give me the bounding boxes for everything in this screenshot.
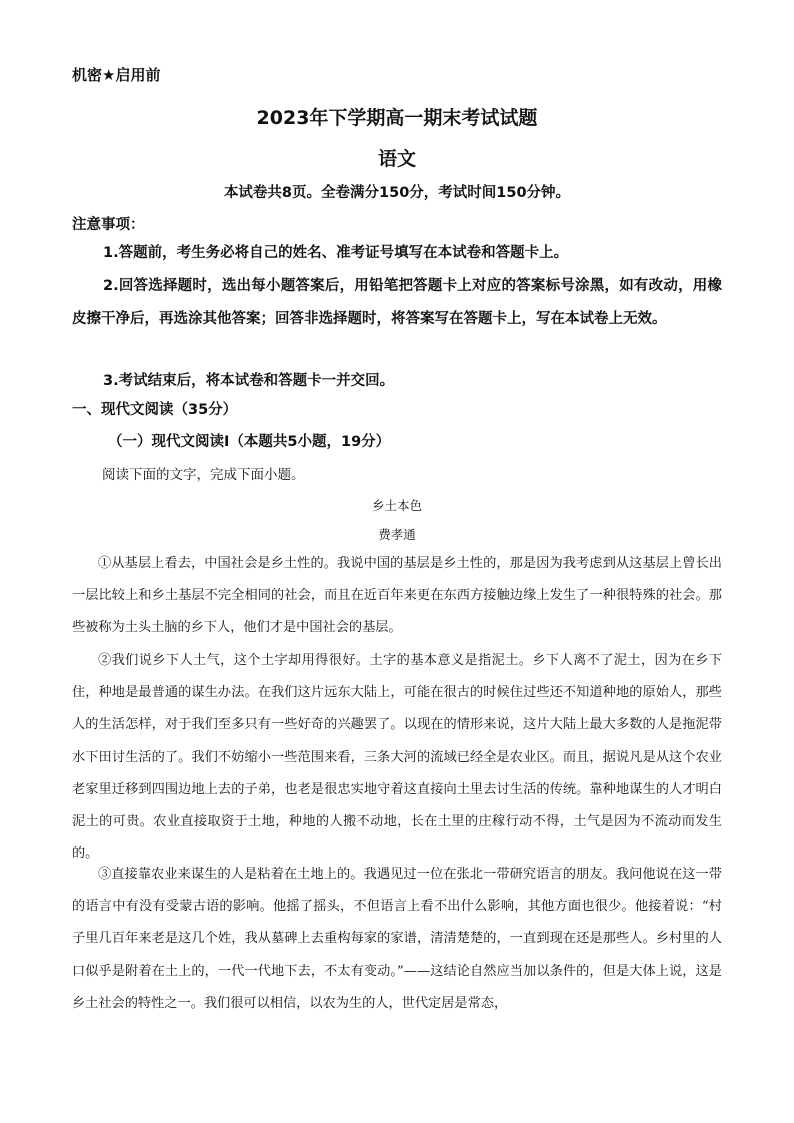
exam-subject: 语文 [377,148,416,170]
notice-item-2: 2.回答选择题时，选出每小题答案后，用铅笔把答题卡上对应的答案标号涂黑，如有改动，用橡皮擦干净后，再选涂其他答案；回答非选择题时，将答案写在答题卡上，写在本试卷上无效。 [72,278,722,327]
exam-info: 本试卷共8页。全卷满分150分，考试时间150分钟。 [223,185,571,201]
article-title: 乡土本色 [371,498,422,513]
reading-instruction: 阅读下面的文字，完成下面小题。 [102,467,305,483]
section-heading: 一、现代文阅读（35分） [72,402,238,418]
exam-title: 2023年下学期高一期末考试试题 [256,107,538,129]
notice-item-3: 3.考试结束后，将本试卷和答题卡一并交回。 [103,373,395,389]
article-paragraph-2: ②我们说乡下人土气，这个土字却用得很好。土字的基本意义是指泥土。乡下人离不了泥土，因为在乡下住，种地是最普通的谋生办法。在我们这片远东大陆上，可能在很古的时候住过些还不知道种地的原始人，那些人的生活怎样，对于我们至多只有一些好奇的兴趣罢了。以现在的情形来说，这片大陆上最大多数的人是拖泥带水下田讨生活的了。我们不妨缩小一些范围来看，三条大河的流域已经全是农业区。而且，据说凡是从这个农业老家里迁移到四围边地上去的子弟，也老是很忠实地守着这直接向土里去讨生活的传统。靠种地谋生的人才明白泥土的可贵。农业直接取资于土地，种地的人搬不动地，长在土里的庄稼行动不得，土气是因为不流动而发生的。 [72,653,722,862]
article-paragraph-3: ③直接靠农业来谋生的人是粘着在土地上的。我遇见过一位在张北一带研究语言的朋友。我问他说在这一带的语言中有没有受蒙古语的影响。他摇了摇头，不但语言上看不出什么影响，其他方面也很少。他接着说：“村子里几百年来老是这几个姓，我从墓碑上去重构每家的家谱，清清楚楚的，一直到现在还是那些人。乡村里的人口似乎是附着在土上的，一代一代地下去，不太有变动。”——这结论自然应当加以条件的，但是大体上说，这是乡土社会的特性之一。我们很可以相信，以农为生的人，世代定居是常态， [72,867,722,1011]
article-paragraph-1: ①从基层上看去，中国社会是乡土性的。我说中国的基层是乡土性的，那是因为我考虑到从这基层上曾长出一层比较上和乡土基层不完全相同的社会，而且在近百年来更在东西方接触边缘上发生了一种很特殊的社会。那些被称为土头土脑的乡下人，他们才是中国社会的基层。 [72,556,722,636]
subsection-heading: （一）现代文阅读Ⅰ（本题共5小题，19分） [108,434,391,450]
notice-item-1: 1.答题前，考生务必将自己的姓名、准考证号填写在本试卷和答题卡上。 [103,245,569,261]
article-author: 费孝通 [378,527,416,542]
notice-heading: 注意事项： [72,217,145,233]
confidential-label: 机密★启用前 [72,66,161,84]
